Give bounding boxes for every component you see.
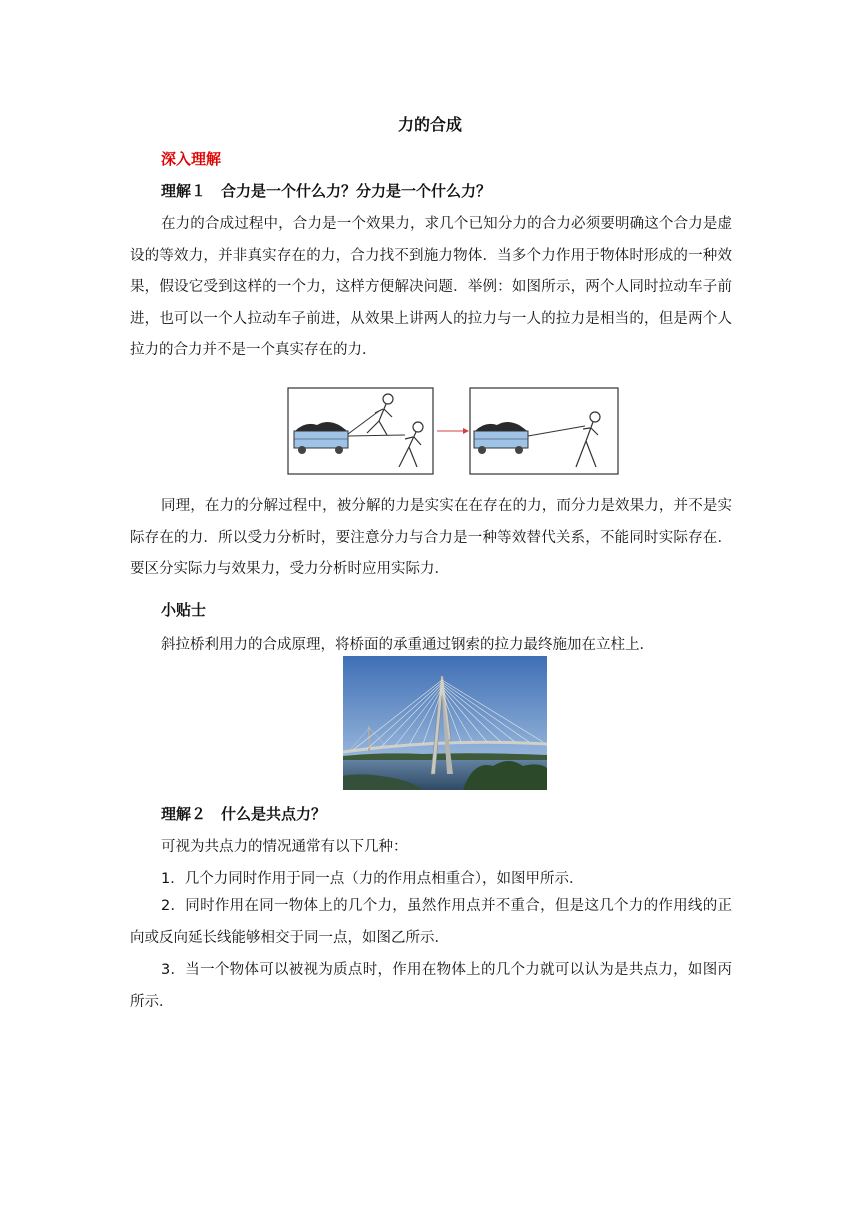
tip-text: 斜拉桥利用力的合成原理，将桥面的承重通过钢索的拉力最终施加在立柱上．	[161, 637, 654, 653]
list-item-2: 2．同时作用在同一物体上的几个力，虽然作用点并不重合，但是这几个力的作用线的正向或反向延长线能够相交于同一点，如图乙所示．	[130, 898, 732, 946]
list-item-3: 3．当一个物体可以被视为质点时，作用在物体上的几个力就可以认为是共点力，如图丙所示．	[130, 962, 732, 1010]
paragraph-1: 在力的合成过程中，合力是一个效果力，求几个已知分力的合力必须要明确这个合力是虚设的等效力，并非真实存在的力，合力找不到施力物体．当多个力作用于物体时形成的一种效果，假设它受到这样的一个力，这样方便解决问题．举例：如图所示，两个人同时拉动车子前进，也可以一个人拉动车子前进，从效果上讲两人的拉力与一人的拉力是相当的，但是两个人拉力的合力并不是一个真实存在的力．	[130, 216, 732, 358]
paragraph-3: 可视为共点力的情况通常有以下几种：	[161, 839, 408, 855]
question-1-heading: 理解１ 合力是一个什么力？分力是一个什么力？	[161, 182, 492, 200]
question-2-heading: 理解２ 什么是共点力？	[161, 805, 327, 823]
cart-pulling-figure	[287, 387, 619, 477]
paragraph-2: 同理，在力的分解过程中，被分解的力是实实在在存在的力，而分力是效果力，并不是实际存在的力．所以受力分析时，要注意分力与合力是一种等效替代关系，不能同时实际存在．要区分实际力与效果力，受力分析时应用实际力．	[130, 498, 732, 577]
cable-stayed-bridge-photo	[343, 656, 547, 790]
list-item-1: 1．几个力同时作用于同一点（力的作用点相重合），如图甲所示．	[161, 871, 584, 887]
tip-heading: 小贴士	[161, 601, 207, 619]
page-title: 力的合成	[397, 115, 462, 134]
section-label: 深入理解	[161, 150, 222, 168]
